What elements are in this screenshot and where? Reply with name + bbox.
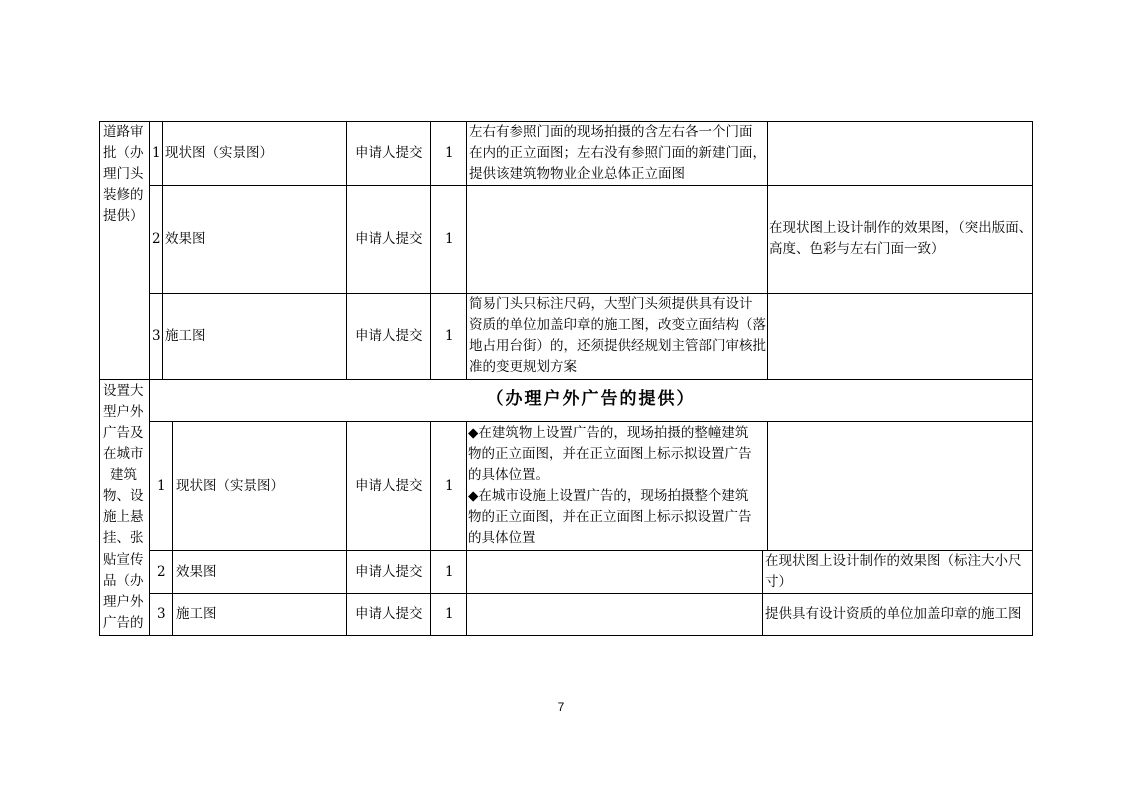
item-source: 申请人提交 — [355, 564, 423, 580]
category-line: 物、设 — [103, 488, 144, 504]
category-line: 在城市 — [103, 446, 144, 462]
item-count: 1 — [445, 231, 454, 247]
item-source: 申请人提交 — [355, 145, 423, 161]
category-line: 挂、张 — [103, 530, 144, 546]
item-count: 1 — [445, 564, 454, 580]
category-line: 品（办 — [103, 573, 144, 589]
category-line: 建筑 — [110, 467, 137, 483]
row-number: 3 — [152, 328, 161, 344]
item-source: 申请人提交 — [355, 606, 423, 622]
row-number: 1 — [152, 145, 161, 161]
requirement-line: 物的正立面图，并在正立面图上标示拟设置广告 — [468, 509, 752, 525]
category-line: 批（办 — [103, 145, 144, 161]
category-line: 设置大 — [103, 383, 144, 399]
category-line: 贴宣传 — [103, 552, 144, 568]
category-line: 广告及 — [103, 425, 144, 441]
note-line: 高度、色彩与左右门面一致） — [769, 241, 945, 257]
requirement-line: 准的变更规划方案 — [469, 359, 577, 375]
row-number: 2 — [157, 564, 166, 580]
note-line: 提供具有设计资质的单位加盖印章的施工图 — [765, 606, 1022, 622]
item-count: 1 — [445, 145, 454, 161]
requirement-line: 地占用台街）的，还须提供经规划主管部门审核批 — [469, 338, 766, 354]
section-header: （办理户外广告的提供） — [486, 389, 696, 409]
item-count: 1 — [445, 606, 454, 622]
category-line: 道路审 — [103, 124, 144, 140]
category-line: 型户外 — [103, 404, 144, 420]
requirement-line: 提供该建筑物物业企业总体正立面图 — [469, 166, 685, 182]
row-number: 3 — [157, 606, 166, 622]
item-name: 施工图 — [165, 328, 206, 344]
category-line: 提供） — [103, 208, 144, 224]
item-name: 现状图（实景图） — [165, 145, 273, 161]
item-source: 申请人提交 — [355, 328, 423, 344]
requirement-line: 的具体位置。 — [468, 467, 549, 483]
item-count: 1 — [445, 478, 454, 494]
note-line: 在现状图上设计制作的效果图，（突出版面、 — [769, 220, 1033, 236]
item-name: 现状图（实景图） — [176, 478, 284, 494]
requirement-line: 物的正立面图，并在正立面图上标示拟设置广告 — [468, 446, 752, 462]
item-name: 施工图 — [176, 606, 217, 622]
item-name: 效果图 — [165, 231, 206, 247]
row-number: 1 — [157, 478, 166, 494]
item-count: 1 — [445, 328, 454, 344]
row-number: 2 — [152, 231, 161, 247]
category-line: 理门头 — [103, 166, 144, 182]
item-source: 申请人提交 — [355, 231, 423, 247]
requirement-line: ◆在城市设施上设置广告的，现场拍摄整个建筑 — [468, 488, 749, 504]
page-number: 7 — [557, 700, 565, 714]
note-line: 在现状图上设计制作的效果图（标注大小尺 — [765, 553, 1022, 569]
item-name: 效果图 — [176, 564, 217, 580]
category-line: 施上悬 — [103, 509, 144, 525]
requirement-line: 左右有参照门面的现场拍摄的含左右各一个门面 — [469, 124, 753, 140]
requirement-line: 资质的单位加盖印章的施工图，改变立面结构（落 — [469, 317, 766, 333]
requirement-line: 的具体位置 — [468, 530, 536, 546]
item-source: 申请人提交 — [355, 478, 423, 494]
requirement-line: 在内的正立面图；左右没有参照门面的新建门面， — [469, 145, 766, 161]
requirement-line: ◆在建筑物上设置广告的，现场拍摄的整幢建筑 — [468, 425, 749, 441]
category-line: 理户外 — [103, 594, 144, 610]
category-line: 广告的 — [103, 615, 144, 631]
requirement-line: 简易门头只标注尺码，大型门头须提供具有设计 — [469, 296, 753, 312]
note-line: 寸） — [765, 574, 792, 590]
category-line: 装修的 — [103, 187, 144, 203]
